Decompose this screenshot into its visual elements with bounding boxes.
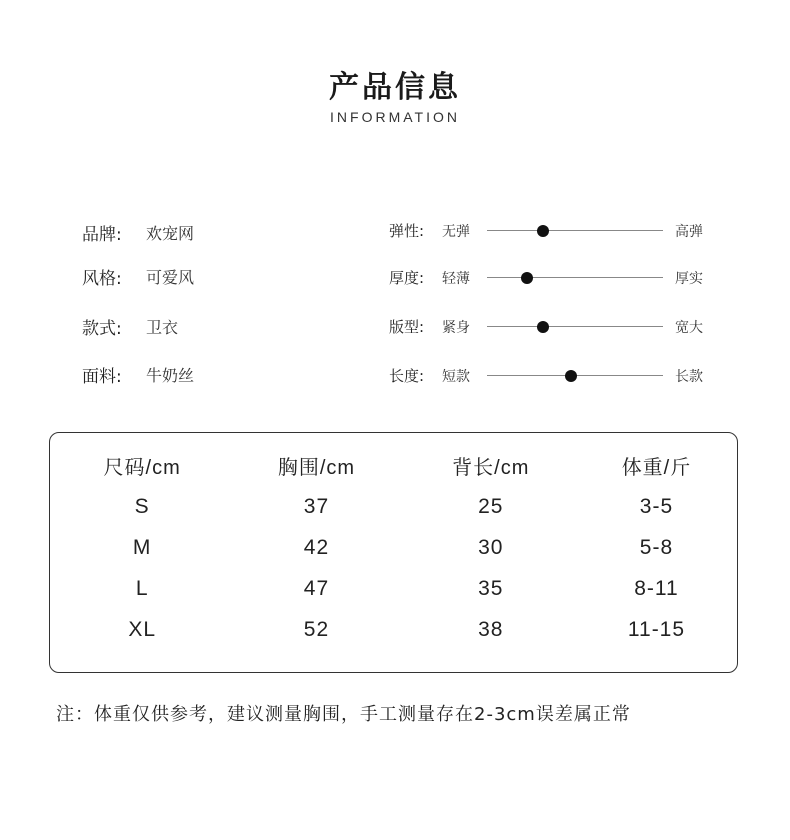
table-cell: 38 [478, 617, 504, 641]
size-table [55, 445, 735, 650]
info-value: 牛奶丝 [146, 365, 195, 385]
attr-low-label: 紧身 [442, 320, 470, 336]
attr-scale-track [487, 375, 663, 376]
table-row [55, 486, 735, 527]
attr-low-label: 无弹 [442, 224, 470, 240]
table-cell: 37 [303, 494, 330, 518]
table-cell: 35 [478, 576, 504, 600]
table-cell: 3-5 [639, 494, 674, 518]
column-header: 背长/cm [452, 457, 530, 479]
size-chart [49, 432, 738, 673]
table-cell: L [135, 576, 149, 600]
table-cell: 42 [303, 535, 330, 559]
attr-length [389, 361, 719, 389]
attr-level-dot [521, 272, 533, 284]
info-fabric [82, 360, 194, 388]
info-style [82, 262, 194, 290]
page-title: 产品信息 [329, 70, 461, 105]
table-cell: 5-8 [639, 535, 674, 559]
attr-fit [389, 312, 719, 340]
attr-high-label: 宽大 [675, 320, 703, 336]
info-value: 卫衣 [146, 317, 179, 337]
attr-level-dot [565, 370, 577, 382]
table-cell: XL [128, 617, 156, 641]
attr-thickness [389, 263, 719, 291]
column-header: 尺码/cm [103, 457, 181, 479]
attr-level-dot [537, 321, 549, 333]
attr-low-label: 短款 [442, 369, 470, 385]
attr-high-label: 长款 [675, 369, 703, 385]
table-cell: S [134, 494, 150, 518]
page-subtitle: INFORMATION [330, 109, 460, 125]
attr-scale-track [487, 277, 663, 278]
info-value: 欢宠网 [146, 223, 195, 243]
attr-high-label: 厚实 [675, 271, 703, 287]
attr-label: 弹性: [389, 222, 425, 240]
attr-elasticity [389, 216, 719, 244]
table-row [55, 568, 735, 609]
attr-label: 长度: [389, 367, 425, 385]
info-label: 面料: [82, 366, 122, 387]
table-cell: 47 [303, 576, 330, 600]
table-cell: 30 [478, 535, 504, 559]
column-header: 胸围/cm [277, 457, 356, 479]
info-label: 款式: [82, 318, 122, 339]
table-cell: 8-11 [634, 576, 679, 600]
table-header-row [55, 445, 735, 486]
attr-low-label: 轻薄 [442, 271, 470, 287]
table-row [55, 609, 735, 650]
info-label: 风格: [82, 268, 122, 289]
table-row [55, 527, 735, 568]
table-cell: 11-15 [627, 617, 686, 641]
info-label: 品牌: [82, 224, 122, 245]
attr-label: 版型: [389, 318, 425, 336]
column-header: 体重/斤 [621, 457, 692, 479]
attr-high-label: 高弹 [675, 224, 703, 240]
info-value: 可爱风 [146, 267, 195, 287]
table-cell: 52 [303, 617, 330, 641]
attr-scale-track [487, 326, 663, 327]
table-cell: 25 [478, 494, 504, 518]
table-cell: M [132, 535, 152, 559]
info-type [82, 312, 178, 340]
info-brand [82, 218, 194, 246]
footnote: 注：体重仅供参考，建议测量胸围，手工测量存在2-3cm误差属正常 [56, 704, 631, 725]
attr-scale-track [487, 230, 663, 231]
attr-level-dot [537, 225, 549, 237]
attr-label: 厚度: [389, 269, 425, 287]
